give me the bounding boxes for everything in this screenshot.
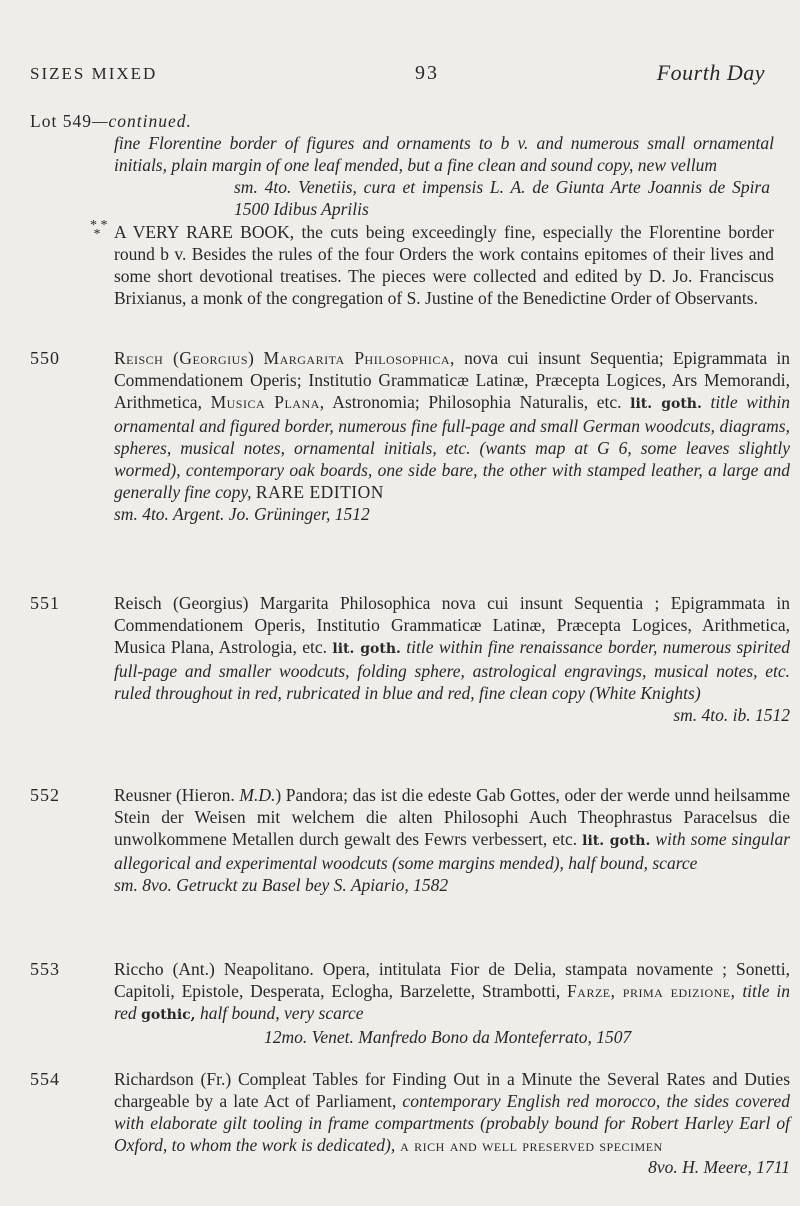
lot-imprint: 12mo. Venet. Manfredo Bono da Monteferrato, 1507 bbox=[264, 1027, 632, 1047]
lot-text: Reisch (Georgius) Margarita Philosophica nova cui insunt Sequentia ; Epigrammata in Commendationem Operis, Institutio Grammaticæ Latinæ, Præcepta Logices, Arithmetica, Musica Plana, Astrologia, etc. lit. goth. title within fine renaissance border, numerous spirited full-page and smaller woodcuts, folding sphere, astrological engravings, musical notes, etc. ruled throughout in red, rubricated in blue and red, fine clean copy (White Knights) sm. 4to. ib. 1512 bbox=[114, 593, 791, 725]
lot-text: Reisch (Georgius) Margarita Philosophica, nova cui insunt Sequentia; Epigrammata in Commendationem Operis; Institutio Grammaticæ Latinæ, Præcepta Logices, Ars Memorandi, Arithmetica, Musica Plana, Astronomia; Philosophia Naturalis, etc. lit. goth. title within ornamental and figured border, numerous fine full-page and small German woodcuts, diagrams, spheres, musical notes, ornamental initials, etc. (wants map at G 6, some leaves slightly wormed), contemporary oak boards, one side bare, the other with stamped leather, a large and generally fine copy, RARE EDITION bbox=[114, 348, 791, 502]
lot-imprint: sm. 8vo. Getruckt zu Basel bey S. Apiario, 1582 bbox=[114, 875, 449, 895]
lit-goth: lit. goth. bbox=[332, 641, 401, 657]
lot-title: Margarita Philosophica, bbox=[263, 348, 455, 368]
lot-label: Lot bbox=[30, 111, 58, 131]
asterism-icon: * * * bbox=[90, 218, 108, 242]
lot-number: 550 bbox=[30, 348, 60, 368]
running-head-right: Fourth Day bbox=[656, 60, 765, 85]
lot-text: Reusner (Hieron. M.D.) Pandora; das ist die edeste Gab Gottes, oder der werde unnd heilsamme Stein der Weisen mit welchem die alten Philosophi Auch Theophrastus Paracelsus die unwolkommene Metallen durch gewalt des Fewrs verbessert, etc. lit. goth. with some singular allegorical and experimental woodcuts (some margins mended), half bound, scarce bbox=[114, 785, 791, 873]
lot-imprint: sm. 4to. Venetiis, cura et impensis L. A. de Giunta Arte Joannis de Spira 1500 Idibus Aprilis bbox=[234, 177, 770, 219]
lot-imprint: sm. 4to. Argent. Jo. Grüninger, 1512 bbox=[114, 504, 370, 524]
edition-note: RARE EDITION bbox=[255, 482, 384, 502]
lot-desc: fine Florentine border of figures and ornaments to b v. and numerous small ornamental initials, plain margin of one leaf mended, but a fine clean and sound copy, new vellum bbox=[114, 133, 774, 175]
lot-text: Riccho (Ant.) Neapolitano. Opera, intitulata Fior de Delia, stampata novamente ; Sonetti, Capitoli, Epistole, Desperata, Eclogha, Barzelette, Strambotti, Farze, prima edizione, title in red gothic, half bound, very scarce bbox=[114, 959, 790, 1023]
running-head-left: SIZES MIXED bbox=[30, 64, 158, 83]
lot-description bbox=[114, 958, 790, 1048]
lot-description bbox=[114, 347, 790, 525]
lot-continued: —continued. bbox=[91, 111, 192, 131]
lot-description bbox=[114, 784, 790, 896]
lit-goth: lit. goth. bbox=[630, 396, 702, 412]
lot-text: Richardson (Fr.) Compleat Tables for Finding Out in a Minute the Several Rates and Duties chargeable by a late Act of Parliament, contemporary English red morocco, the sides covered with elaborate gilt tooling in frame compartments (probably bound for Robert Harley Earl of Oxford, to whom the work is dedicated), a rich and well preserved specimen 8vo. H. Meere, 1711 bbox=[114, 1069, 790, 1177]
lot-description bbox=[114, 592, 790, 726]
lot-author: Reisch (Georgius) bbox=[114, 348, 255, 368]
lot-549 bbox=[30, 110, 774, 320]
lot-number: 549 bbox=[62, 111, 92, 131]
lot-number: 551 bbox=[30, 593, 60, 613]
lot-imprint: sm. 4to. ib. 1512 bbox=[673, 705, 790, 725]
lit-goth: lit. goth. bbox=[582, 833, 651, 849]
lot-note bbox=[90, 218, 774, 309]
lot-number: 554 bbox=[30, 1069, 60, 1089]
lot-number: 553 bbox=[30, 959, 60, 979]
page-header bbox=[30, 60, 765, 88]
lot-description bbox=[114, 1068, 790, 1178]
lot-note-text: A VERY RARE BOOK, the cuts being exceedingly fine, especially the Florentine border round b v. Besides the rules of the four Orders the work contains epitomes of their lives and some short devotional treatises. The pieces were collected and edited by D. Jo. Franciscus Brixianus, a monk of the congregation of S. Justine of the Benedictine Order of Observants. bbox=[114, 222, 774, 308]
lot-imprint: 8vo. H. Meere, 1711 bbox=[648, 1157, 790, 1177]
lot-number: 552 bbox=[30, 785, 60, 805]
page-number: 93 bbox=[415, 62, 439, 84]
lot-description bbox=[90, 132, 774, 309]
